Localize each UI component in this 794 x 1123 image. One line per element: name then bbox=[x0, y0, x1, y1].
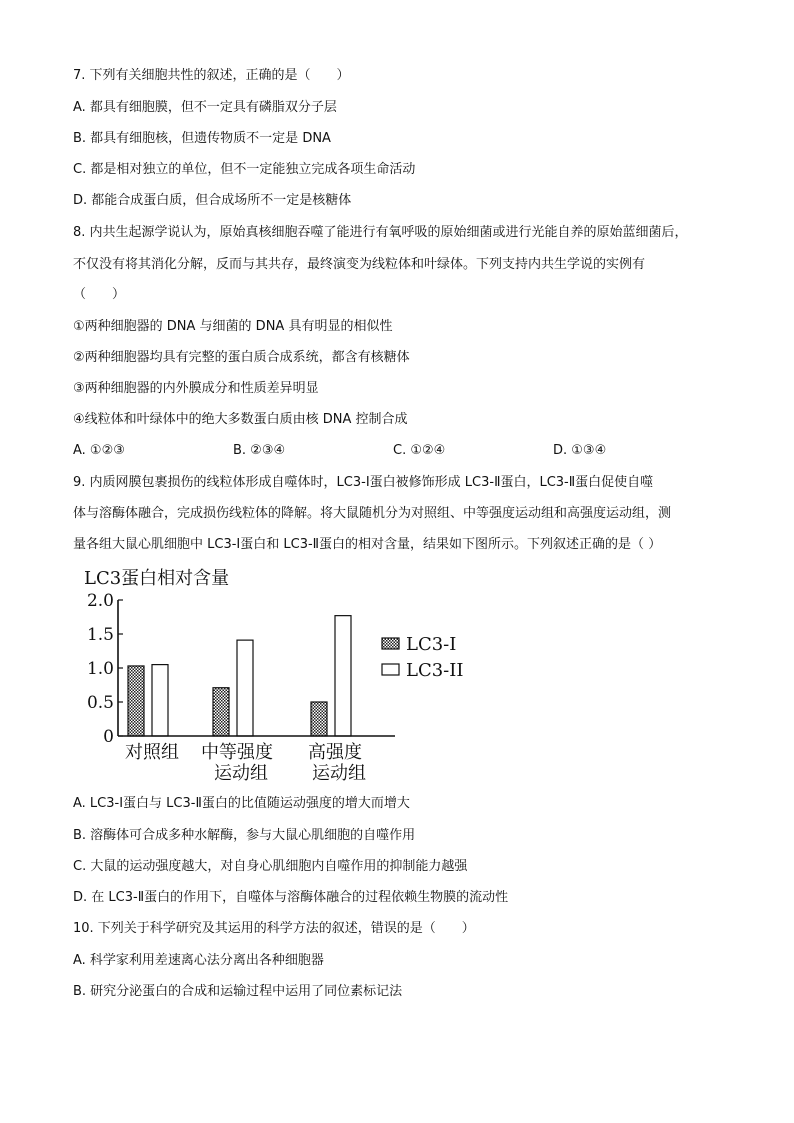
q10-option-b: B. 研究分泌蛋白的合成和运输过程中运用了同位素标记法 bbox=[73, 984, 403, 999]
legend-swatch-lc3-ii bbox=[382, 664, 399, 675]
q8-stem-line-2: 不仅没有将其消化分解，反而与其共存，最终演变为线粒体和叶绿体。下列支持内共生学说的实例有 bbox=[73, 257, 646, 272]
q8-statement-4: ④线粒体和叶绿体中的绝大多数蛋白质由核 DNA 控制合成 bbox=[73, 412, 408, 427]
legend-label-lc3-i: LC3-I bbox=[406, 634, 457, 655]
bar-lc3-ii-1 bbox=[152, 665, 168, 736]
q9-option-b: B. 溶酶体可合成多种水解酶，参与大鼠心肌细胞的自噬作用 bbox=[73, 828, 416, 843]
category-label: 中等强度 bbox=[201, 742, 273, 763]
y-tick-label: 0 bbox=[103, 727, 114, 747]
q9-option-d: D. 在 LC3-Ⅱ蛋白的作用下，自噬体与溶酶体融合的过程依赖生物膜的流动性 bbox=[73, 890, 509, 905]
q9-stem-line-2: 体与溶酶体融合，完成损伤线粒体的降解。将大鼠随机分为对照组、中等强度运动组和高强度运动组，测 bbox=[73, 506, 672, 521]
chart-legend bbox=[382, 634, 463, 681]
lc3-bar-chart bbox=[80, 562, 500, 788]
category-label: 高强度 bbox=[308, 742, 362, 763]
category-label: 对照组 bbox=[125, 742, 179, 763]
q8-statement-3: ③两种细胞器的内外膜成分和性质差异明显 bbox=[73, 381, 319, 396]
q7-option-b: B. 都具有细胞核，但遗传物质不一定是 DNA bbox=[73, 131, 331, 146]
q9-stem-line-3: 量各组大鼠心肌细胞中 LC3-Ⅰ蛋白和 LC3-Ⅱ蛋白的相对含量，结果如下图所示。下列叙述正确的是（ ） bbox=[73, 537, 662, 552]
q7-stem: 7. 下列有关细胞共性的叙述，正确的是（ ） bbox=[73, 68, 350, 83]
y-tick-label: 0.5 bbox=[86, 693, 114, 713]
bar-lc3-i-3 bbox=[311, 702, 327, 736]
category-label: 运动组 bbox=[214, 763, 268, 784]
chart-title: LC3蛋白相对含量 bbox=[84, 568, 230, 589]
q7-option-c: C. 都是相对独立的单位，但不一定能独立完成各项生命活动 bbox=[73, 162, 416, 177]
q8-statement-2: ②两种细胞器均具有完整的蛋白质合成系统，都含有核糖体 bbox=[73, 350, 410, 365]
q8-stem-line-3: （ ） bbox=[73, 287, 126, 302]
q10-stem: 10. 下列关于科学研究及其运用的科学方法的叙述，错误的是（ ） bbox=[73, 921, 475, 936]
q9-option-c: C. 大鼠的运动强度越大，对自身心肌细胞内自噬作用的抑制能力越强 bbox=[73, 859, 468, 874]
bar-lc3-ii-3 bbox=[335, 616, 351, 736]
q8-statement-1: ①两种细胞器的 DNA 与细菌的 DNA 具有明显的相似性 bbox=[73, 319, 393, 334]
q8-stem-line-1: 8. 内共生起源学说认为，原始真核细胞吞噬了能进行有氧呼吸的原始细菌或进行光能自养的原始蓝细菌后， bbox=[73, 225, 688, 240]
category-label: 运动组 bbox=[312, 763, 366, 784]
category-labels bbox=[125, 742, 366, 784]
legend-label-lc3-ii: LC3-II bbox=[406, 660, 464, 681]
q8-option-a: A. ①②③ bbox=[73, 443, 125, 458]
bar-lc3-i-1 bbox=[128, 666, 144, 736]
bar-lc3-ii-2 bbox=[237, 640, 253, 736]
q8-option-d: D. ①③④ bbox=[553, 443, 607, 458]
q9-option-a: A. LC3-Ⅰ蛋白与 LC3-Ⅱ蛋白的比值随运动强度的增大而增大 bbox=[73, 796, 410, 811]
y-tick-label: 1.0 bbox=[86, 659, 114, 679]
q8-options bbox=[73, 442, 713, 460]
y-tick-label: 1.5 bbox=[86, 625, 114, 645]
bar-lc3-i-2 bbox=[213, 688, 229, 736]
y-tick-label: 2.0 bbox=[86, 591, 114, 611]
q10-option-a: A. 科学家利用差速离心法分离出各种细胞器 bbox=[73, 953, 324, 968]
q9-stem-line-1: 9. 内质网膜包裹损伤的线粒体形成自噬体时，LC3-Ⅰ蛋白被修饰形成 LC3-Ⅱ蛋白，LC3-Ⅱ蛋白促使自噬 bbox=[73, 475, 654, 490]
q7-option-d: D. 都能合成蛋白质，但合成场所不一定是核糖体 bbox=[73, 193, 352, 208]
q7-option-a: A. 都具有细胞膜，但不一定具有磷脂双分子层 bbox=[73, 100, 337, 115]
bars-group bbox=[128, 616, 351, 736]
q8-option-b: B. ②③④ bbox=[233, 443, 286, 458]
q8-option-c: C. ①②④ bbox=[393, 443, 446, 458]
legend-swatch-lc3-i bbox=[382, 638, 399, 649]
